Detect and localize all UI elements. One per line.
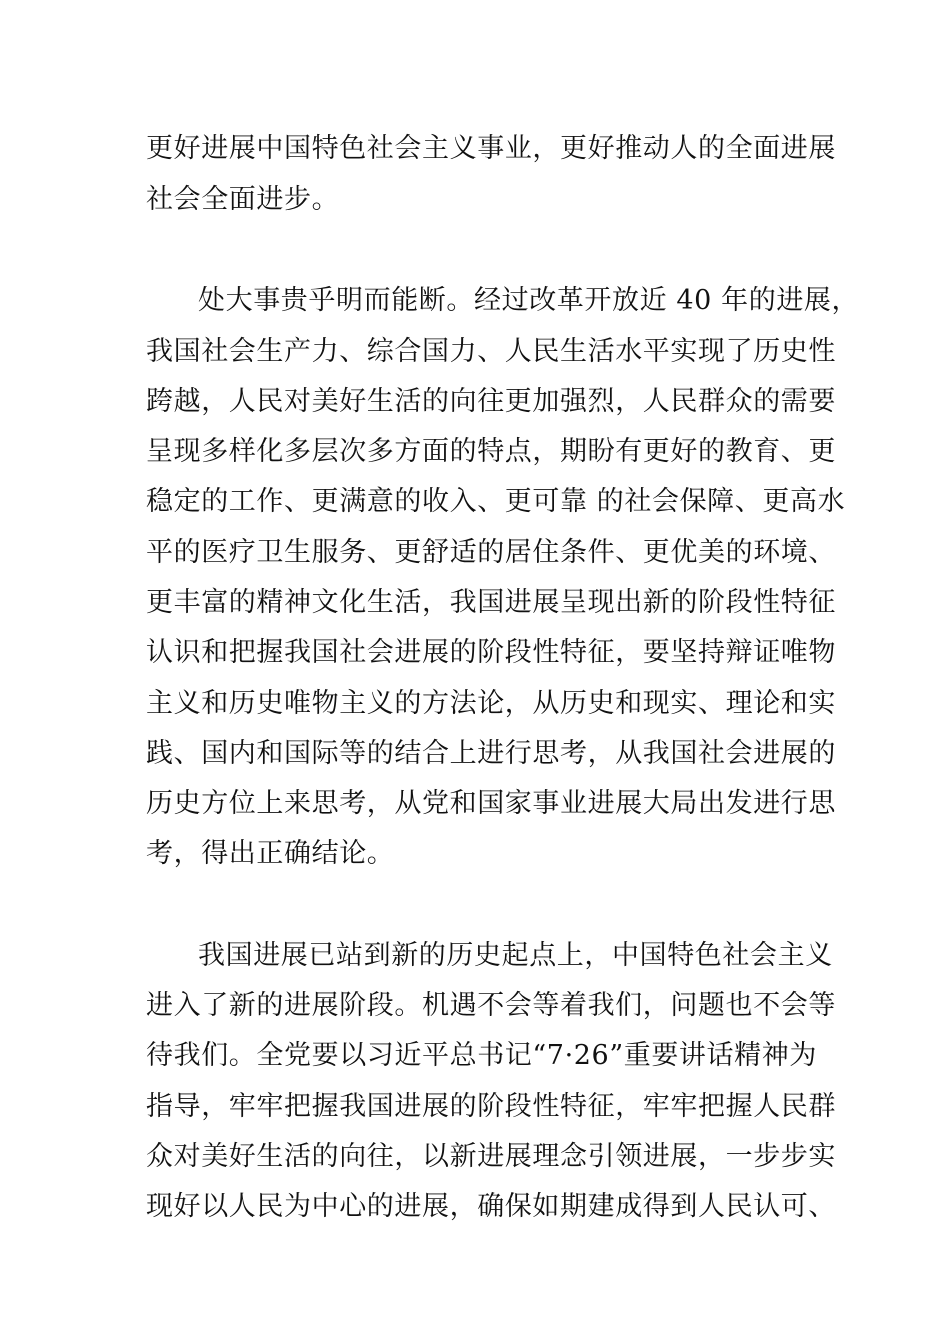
paragraph-2-line-1: 处大事贵乎明而能断。经过改革开放近 40 年的进展， <box>198 285 860 316</box>
paragraph-1-line-1: 更好进展中国特色社会主义事业，更好推动人的全面进展 <box>146 133 836 164</box>
paragraph-3-line-4: 指导，牢牢把握我国进展的阶段性特征，牢牢把握人民群 <box>146 1091 836 1122</box>
paragraph-3-line-3: 待我们。全党要以习近平总书记“7·26”重要讲话精神为 <box>146 1040 817 1071</box>
paragraph-2-line-8: 认识和把握我国社会进展的阶段性特征，要坚持辩证唯物 <box>146 637 836 668</box>
paragraph-2-line-7: 更丰富的精神文化生活，我国进展呈现出新的阶段性特征 <box>146 587 836 618</box>
paragraph-2-line-10: 践、国内和国际等的结合上进行思考，从我国社会进展的 <box>146 738 836 769</box>
paragraph-2-line-5: 稳定的工作、更满意的收入、更可靠 的社会保障、更高水 <box>146 486 846 517</box>
paragraph-2-line-2: 我国社会生产力、综合国力、人民生活水平实现了历史性 <box>146 336 836 367</box>
paragraph-2-line-3: 跨越，人民对美好生活的向往更加强烈，人民群众的需要 <box>146 386 836 417</box>
paragraph-2-line-12: 考，得出正确结论。 <box>146 838 395 869</box>
paragraph-2-line-4: 呈现多样化多层次多方面的特点，期盼有更好的教育、更 <box>146 436 836 467</box>
paragraph-3-line-1: 我国进展已站到新的历史起点上，中国特色社会主义 <box>198 940 833 971</box>
paragraph-2-line-11: 历史方位上来思考，从党和国家事业进展大局出发进行思 <box>146 788 836 819</box>
paragraph-2-line-6: 平的医疗卫生服务、更舒适的居住条件、更优美的环境、 <box>146 537 836 568</box>
paragraph-2-line-9: 主义和历史唯物主义的方法论，从历史和现实、理论和实 <box>146 688 836 719</box>
paragraph-3-line-5: 众对美好生活的向往，以新进展理念引领进展，一步步实 <box>146 1141 836 1172</box>
paragraph-1-line-2: 社会全面进步。 <box>146 184 340 215</box>
paragraph-3-line-2: 进入了新的进展阶段。机遇不会等着我们，问题也不会等 <box>146 990 836 1021</box>
paragraph-3-line-6: 现好以人民为中心的进展，确保如期建成得到人民认可、 <box>146 1191 836 1222</box>
